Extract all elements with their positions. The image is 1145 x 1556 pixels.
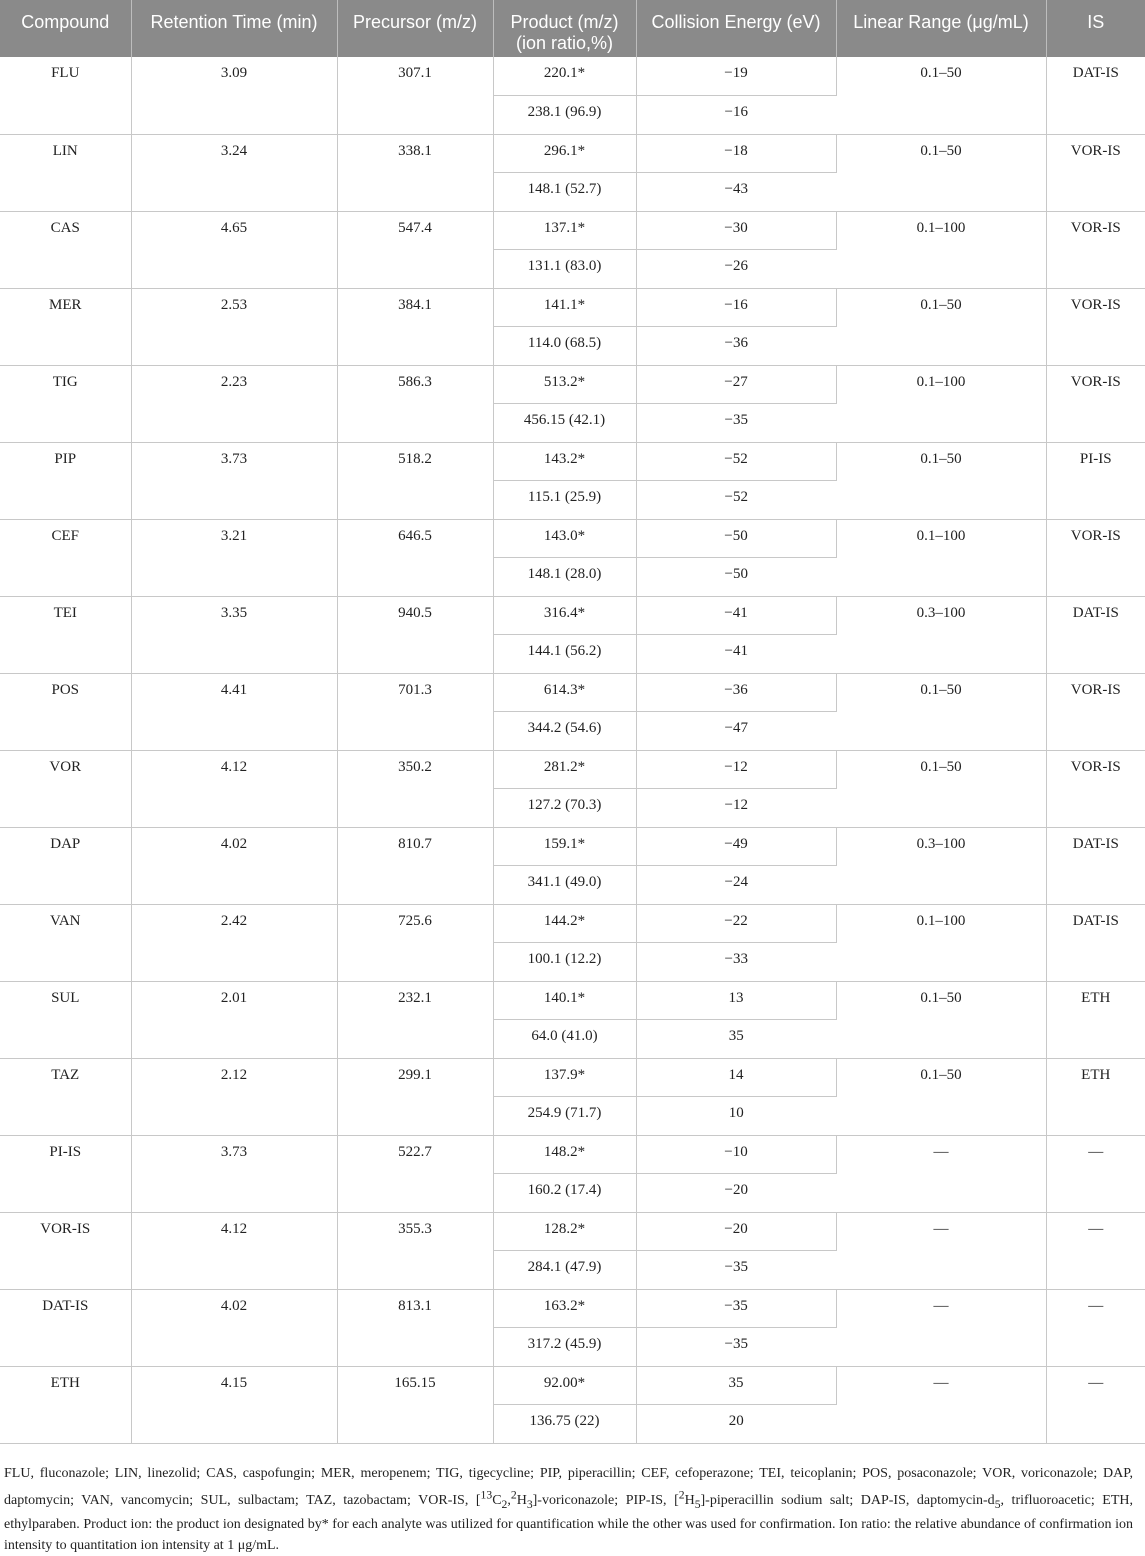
compound-cell: CEF [0,519,131,596]
linear-range-cell: 0.1–50 [836,981,1046,1058]
retention-time-cell: 3.73 [131,442,337,519]
product-cell: 284.1 (47.9) [493,1251,636,1290]
table-row [0,596,1145,635]
table-header [0,0,1145,57]
compound-cell: VOR-IS [0,1212,131,1289]
collision-energy-cell: −22 [636,904,836,943]
retention-time-cell: 3.73 [131,1135,337,1212]
collision-energy-cell: −24 [636,866,836,905]
is-cell: VOR-IS [1046,288,1145,365]
product-cell: 136.75 (22) [493,1405,636,1444]
table-row [0,1135,1145,1174]
collision-energy-cell: −35 [636,1289,836,1328]
product-cell: 144.1 (56.2) [493,635,636,674]
is-cell: VOR-IS [1046,750,1145,827]
is-cell: — [1046,1135,1145,1212]
product-cell: 513.2* [493,365,636,404]
is-cell: VOR-IS [1046,673,1145,750]
product-cell: 127.2 (70.3) [493,789,636,828]
linear-range-cell: 0.1–50 [836,673,1046,750]
product-cell: 220.1* [493,57,636,96]
linear-range-cell: — [836,1135,1046,1212]
collision-energy-cell: −33 [636,943,836,982]
product-cell: 341.1 (49.0) [493,866,636,905]
product-cell: 137.1* [493,211,636,250]
column-header-precursor: Precursor (m/z) [337,0,493,57]
product-cell: 137.9* [493,1058,636,1097]
product-cell: 143.2* [493,442,636,481]
collision-energy-cell: −52 [636,442,836,481]
is-cell: VOR-IS [1046,211,1145,288]
linear-range-cell: 0.1–50 [836,134,1046,211]
compound-cell: VAN [0,904,131,981]
product-cell: 148.2* [493,1135,636,1174]
table-row [0,134,1145,173]
linear-range-cell: 0.1–50 [836,1058,1046,1135]
table-row [0,827,1145,866]
is-cell: PI-IS [1046,442,1145,519]
product-cell: 131.1 (83.0) [493,250,636,289]
retention-time-cell: 3.24 [131,134,337,211]
column-header-retention-time: Retention Time (min) [131,0,337,57]
compound-cell: TIG [0,365,131,442]
is-cell: — [1046,1366,1145,1443]
table-row [0,981,1145,1020]
collision-energy-cell: −35 [636,1328,836,1367]
column-header-compound: Compound [0,0,131,57]
compound-cell: PIP [0,442,131,519]
column-header-collision-energy: Collision Energy (eV) [636,0,836,57]
product-cell: 148.1 (28.0) [493,558,636,597]
precursor-cell: 547.4 [337,211,493,288]
compound-cell: PI-IS [0,1135,131,1212]
product-cell: 456.15 (42.1) [493,404,636,443]
linear-range-cell: 0.1–50 [836,57,1046,134]
is-cell: DAT-IS [1046,596,1145,673]
compound-cell: POS [0,673,131,750]
precursor-cell: 586.3 [337,365,493,442]
is-cell: DAT-IS [1046,57,1145,134]
product-cell: 115.1 (25.9) [493,481,636,520]
product-cell: 296.1* [493,134,636,173]
collision-energy-cell: −35 [636,1251,836,1290]
linear-range-cell: 0.1–50 [836,442,1046,519]
is-cell: VOR-IS [1046,365,1145,442]
table-row [0,1212,1145,1251]
retention-time-cell: 4.02 [131,827,337,904]
collision-energy-cell: 20 [636,1405,836,1444]
table-body [0,57,1145,1443]
retention-time-cell: 3.35 [131,596,337,673]
collision-energy-cell: −30 [636,211,836,250]
column-header-is: IS [1046,0,1145,57]
collision-energy-cell: −47 [636,712,836,751]
compound-cell: SUL [0,981,131,1058]
precursor-cell: 810.7 [337,827,493,904]
precursor-cell: 384.1 [337,288,493,365]
product-cell: 163.2* [493,1289,636,1328]
collision-energy-cell: −12 [636,750,836,789]
precursor-cell: 701.3 [337,673,493,750]
product-cell: 128.2* [493,1212,636,1251]
table-row [0,211,1145,250]
table-row [0,519,1145,558]
product-cell: 64.0 (41.0) [493,1020,636,1059]
linear-range-cell: 0.1–100 [836,519,1046,596]
compound-cell: CAS [0,211,131,288]
compound-cell: VOR [0,750,131,827]
precursor-cell: 725.6 [337,904,493,981]
column-header-product: Product (m/z) (ion ratio,%) [493,0,636,57]
is-cell: — [1046,1289,1145,1366]
retention-time-cell: 2.01 [131,981,337,1058]
collision-energy-cell: 35 [636,1366,836,1405]
table-row [0,750,1145,789]
linear-range-cell: 0.3–100 [836,596,1046,673]
is-cell: ETH [1046,981,1145,1058]
collision-energy-cell: −16 [636,288,836,327]
retention-time-cell: 4.41 [131,673,337,750]
precursor-cell: 355.3 [337,1212,493,1289]
table-row [0,365,1145,404]
retention-time-cell: 4.02 [131,1289,337,1366]
product-cell: 160.2 (17.4) [493,1174,636,1213]
retention-time-cell: 2.23 [131,365,337,442]
compound-cell: FLU [0,57,131,134]
precursor-cell: 522.7 [337,1135,493,1212]
is-cell: VOR-IS [1046,519,1145,596]
is-cell: ETH [1046,1058,1145,1135]
table-row [0,57,1145,96]
collision-energy-cell: −18 [636,134,836,173]
linear-range-cell: — [836,1289,1046,1366]
product-cell: 148.1 (52.7) [493,173,636,212]
linear-range-cell: 0.1–50 [836,288,1046,365]
table-row [0,673,1145,712]
is-cell: VOR-IS [1046,134,1145,211]
retention-time-cell: 2.12 [131,1058,337,1135]
precursor-cell: 307.1 [337,57,493,134]
is-cell: — [1046,1212,1145,1289]
retention-time-cell: 4.15 [131,1366,337,1443]
linear-range-cell: 0.1–100 [836,365,1046,442]
precursor-cell: 940.5 [337,596,493,673]
collision-energy-cell: −16 [636,96,836,135]
product-cell: 159.1* [493,827,636,866]
table-row [0,1289,1145,1328]
precursor-cell: 518.2 [337,442,493,519]
collision-energy-cell: −35 [636,404,836,443]
product-cell: 114.0 (68.5) [493,327,636,366]
linear-range-cell: 0.1–100 [836,211,1046,288]
linear-range-cell: — [836,1366,1046,1443]
collision-energy-cell: −20 [636,1174,836,1213]
collision-energy-cell: 14 [636,1058,836,1097]
footnote-text: FLU, fluconazole; LIN, linezolid; CAS, caspofungin; MER, meropenem; TIG, tigecycline; PIP, piperacillin; CEF, cefoperazone; TEI, teicoplanin; POS, posaconazole; VOR, voriconazole; DAP, daptomycin; VAN, vancomycin; SUL, sulbactam; TAZ, tazobactam; VOR-IS, $[^{13}C_2,^2H_3]$-voriconazole; PIP-IS, $[^2H_5]$-piperacillin sodium salt; DAP-IS, daptomycin-$d_5$, trifluoroacetic; ETH, ethylparaben. Product ion: the product ion designated by* for each analyte was utilized for quantification while the other was used for confirmation. Ion ratio: the relative abundance of confirmation ion intensity to quantitation ion intensity at 1 μg/mL. [4,1466,1133,1554]
product-cell: 140.1* [493,981,636,1020]
linear-range-cell: 0.1–100 [836,904,1046,981]
column-header-linear-range: Linear Range (μg/mL) [836,0,1046,57]
product-cell: 144.2* [493,904,636,943]
compound-cell: DAP [0,827,131,904]
precursor-cell: 350.2 [337,750,493,827]
precursor-cell: 338.1 [337,134,493,211]
table-footnote [0,1463,1137,1556]
collision-energy-cell: −19 [636,57,836,96]
product-cell: 344.2 (54.6) [493,712,636,751]
product-cell: 317.2 (45.9) [493,1328,636,1367]
retention-time-cell: 2.42 [131,904,337,981]
product-cell: 281.2* [493,750,636,789]
precursor-cell: 299.1 [337,1058,493,1135]
compound-cell: ETH [0,1366,131,1443]
collision-energy-cell: −27 [636,365,836,404]
collision-energy-cell: −20 [636,1212,836,1251]
product-cell: 141.1* [493,288,636,327]
compound-cell: TEI [0,596,131,673]
compound-cell: LIN [0,134,131,211]
collision-energy-cell: 13 [636,981,836,1020]
collision-energy-cell: −12 [636,789,836,828]
table-row [0,904,1145,943]
compound-cell: TAZ [0,1058,131,1135]
table-row [0,1058,1145,1097]
collision-energy-cell: −43 [636,173,836,212]
retention-time-cell: 4.12 [131,1212,337,1289]
collision-energy-cell: −36 [636,673,836,712]
retention-time-cell: 3.21 [131,519,337,596]
collision-energy-cell: −41 [636,635,836,674]
product-cell: 100.1 (12.2) [493,943,636,982]
collision-energy-cell: −36 [636,327,836,366]
table-row [0,288,1145,327]
product-cell: 143.0* [493,519,636,558]
precursor-cell: 165.15 [337,1366,493,1443]
product-cell: 254.9 (71.7) [493,1097,636,1136]
collision-energy-cell: −10 [636,1135,836,1174]
collision-energy-cell: −49 [636,827,836,866]
product-cell: 238.1 (96.9) [493,96,636,135]
table-row [0,1366,1145,1405]
collision-energy-cell: −41 [636,596,836,635]
product-cell: 316.4* [493,596,636,635]
collision-energy-cell: −26 [636,250,836,289]
header-row [0,0,1145,57]
retention-time-cell: 2.53 [131,288,337,365]
compound-cell: DAT-IS [0,1289,131,1366]
table-row [0,442,1145,481]
retention-time-cell: 3.09 [131,57,337,134]
collision-energy-cell: −52 [636,481,836,520]
collision-energy-cell: 10 [636,1097,836,1136]
linear-range-cell: — [836,1212,1046,1289]
is-cell: DAT-IS [1046,904,1145,981]
collision-energy-cell: −50 [636,519,836,558]
precursor-cell: 232.1 [337,981,493,1058]
compound-cell: MER [0,288,131,365]
linear-range-cell: 0.1–50 [836,750,1046,827]
collision-energy-cell: 35 [636,1020,836,1059]
linear-range-cell: 0.3–100 [836,827,1046,904]
collision-energy-cell: −50 [636,558,836,597]
precursor-cell: 646.5 [337,519,493,596]
precursor-cell: 813.1 [337,1289,493,1366]
retention-time-cell: 4.12 [131,750,337,827]
product-cell: 614.3* [493,673,636,712]
product-cell: 92.00* [493,1366,636,1405]
retention-time-cell: 4.65 [131,211,337,288]
is-cell: DAT-IS [1046,827,1145,904]
